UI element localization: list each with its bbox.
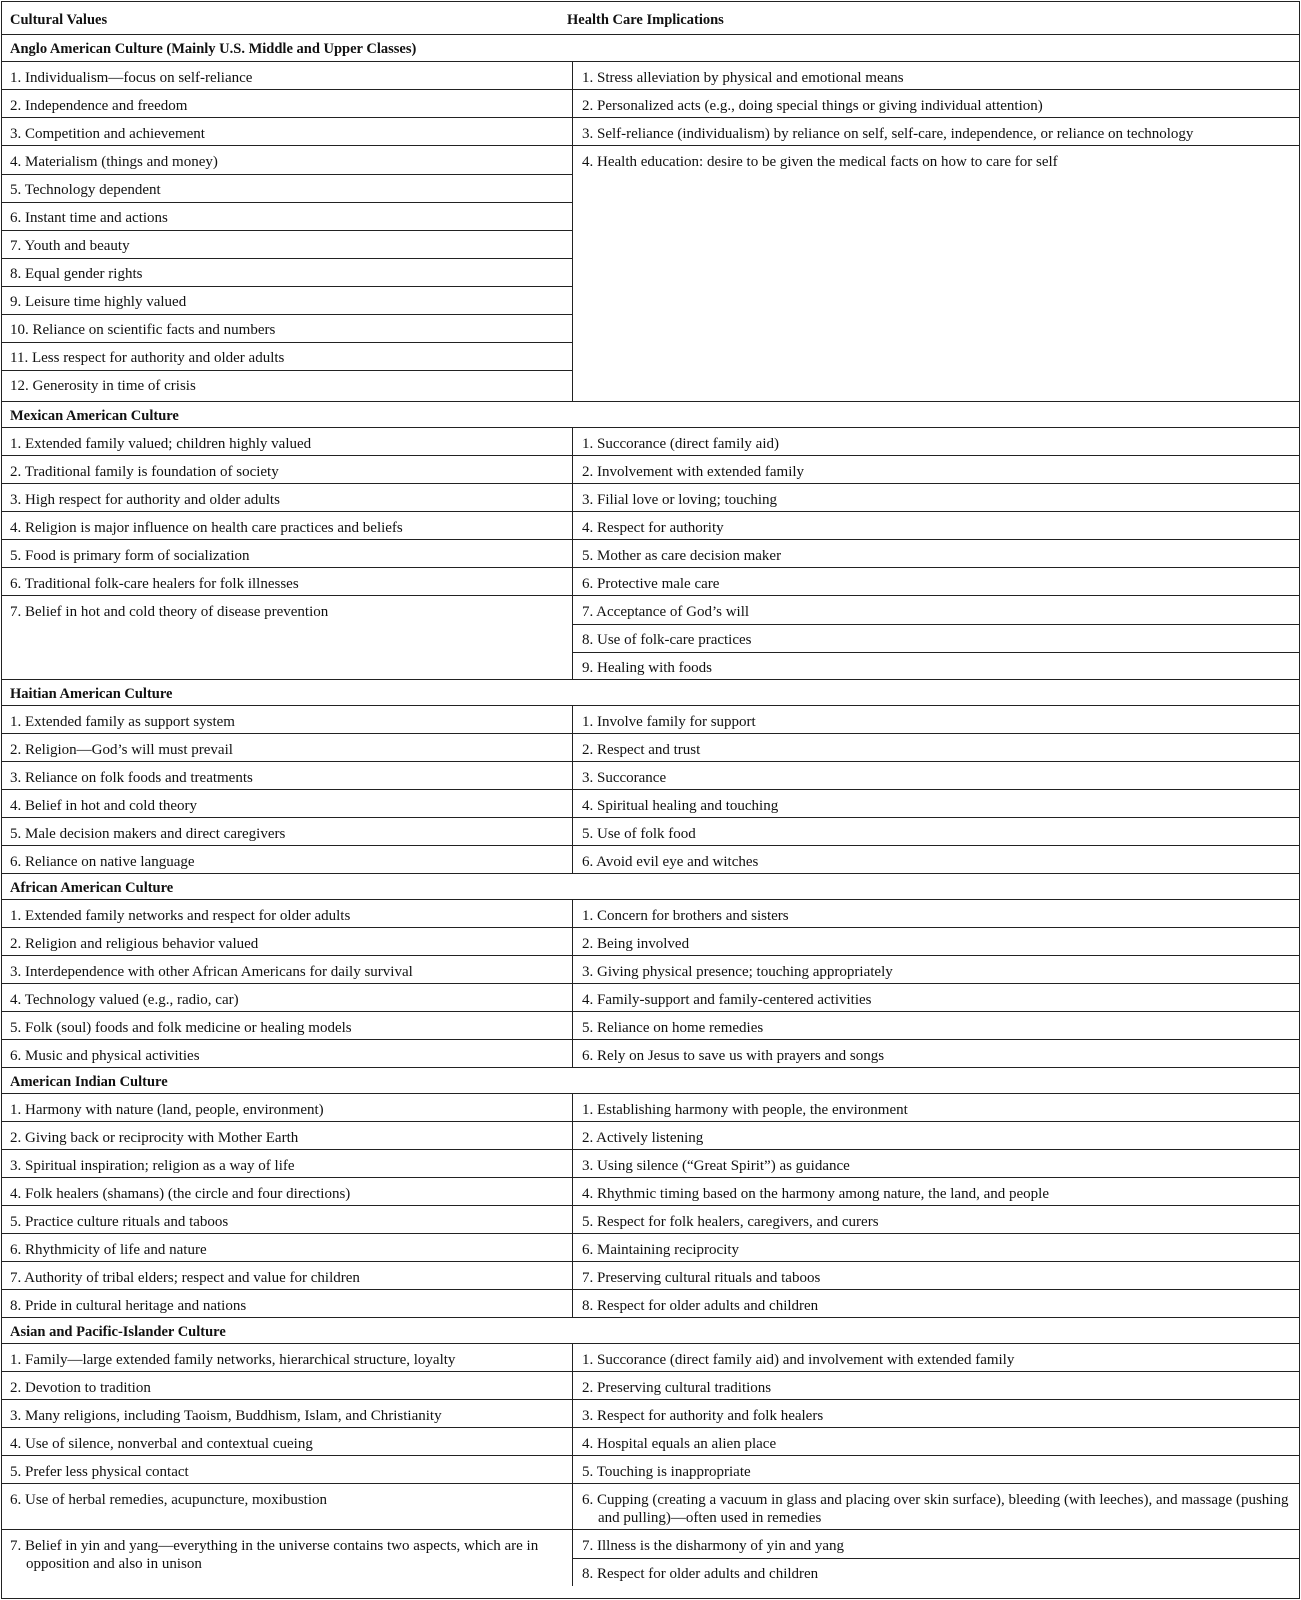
section-title: African American Culture <box>10 880 174 896</box>
cultural-value: 6. Traditional folk-care healers for folk illnesses <box>10 576 299 592</box>
cultural-value: 7. Authority of tribal elders; respect and value for children <box>10 1270 360 1286</box>
health-implication: 3. Self-reliance (individualism) by reliance on self, self-care, independence, or reliance on technology <box>572 118 1299 145</box>
cultural-value: 4. Belief in hot and cold theory <box>10 798 198 814</box>
cultural-value: 5. Male decision makers and direct caregivers <box>10 826 286 842</box>
cultural-value: 2. Independence and freedom <box>10 98 188 114</box>
health-implication: 2. Actively listening <box>572 1122 1299 1149</box>
row-divider <box>2 202 572 203</box>
cultural-value: 1. Extended family as support system <box>10 714 235 730</box>
health-implication: 5. Mother as care decision maker <box>572 540 1299 567</box>
row-divider <box>572 624 1299 625</box>
cultural-value: 1. Family—large extended family networks, hierarchical structure, loyalty <box>10 1352 456 1368</box>
health-implication: 7. Illness is the disharmony of yin and yang <box>572 1530 1299 1558</box>
health-implication: 1. Succorance (direct family aid) <box>572 428 1299 455</box>
cultural-value: 5. Food is primary form of socialization <box>10 548 250 564</box>
table-row <box>2 1484 1299 1530</box>
table-row <box>2 118 1299 146</box>
cultural-value: 2. Giving back or reciprocity with Mother Earth <box>10 1130 299 1146</box>
health-implication: 5. Use of folk food <box>572 818 1299 845</box>
health-implication: 8. Respect for older adults and children <box>572 1290 1299 1317</box>
section-title: American Indian Culture <box>10 1074 168 1090</box>
health-implication: 5. Touching is inappropriate <box>572 1456 1299 1483</box>
table-row <box>2 956 1299 984</box>
cultural-value: 9. Leisure time highly valued <box>10 294 187 310</box>
cultural-value: 3. Spiritual inspiration; religion as a way of life <box>10 1158 295 1174</box>
health-implication: 6. Cupping (creating a vacuum in glass and placing over skin surface), bleeding (with leeches), and massage (pushing and pulling)—often used in remedies <box>572 1484 1299 1529</box>
table-row <box>2 1150 1299 1178</box>
health-implication: 6. Maintaining reciprocity <box>572 1234 1299 1261</box>
table-row-group <box>2 1530 1299 1598</box>
health-implication: 3. Giving physical presence; touching appropriately <box>572 956 1299 983</box>
table-row <box>2 1400 1299 1428</box>
table-row <box>2 1206 1299 1234</box>
table-row <box>2 62 1299 90</box>
table-row <box>2 428 1299 456</box>
section-title-row <box>2 35 1299 62</box>
cultural-value: 3. High respect for authority and older adults <box>10 492 280 508</box>
health-implication: 3. Respect for authority and folk healers <box>572 1400 1299 1427</box>
cultural-value: 6. Use of herbal remedies, acupuncture, moxibustion <box>10 1492 327 1508</box>
health-implication: 7. Preserving cultural rituals and taboos <box>572 1262 1299 1289</box>
section-title: Asian and Pacific-Islander Culture <box>10 1324 226 1340</box>
row-divider <box>2 314 572 315</box>
section-title-row <box>2 402 1299 428</box>
cultural-value: 7. Belief in yin and yang—everything in the universe contains two aspects, which are in opposition and also in unison <box>10 1538 539 1572</box>
table-row <box>2 1094 1299 1122</box>
health-implication: 2. Involvement with extended family <box>572 456 1299 483</box>
cultural-value: 2. Religion—God’s will must prevail <box>10 742 233 758</box>
cultural-value: 7. Youth and beauty <box>10 238 130 254</box>
row-divider <box>572 652 1299 653</box>
cultural-value: 11. Less respect for authority and older adults <box>10 350 285 366</box>
health-implication: 2. Personalized acts (e.g., doing special things or giving individual attention) <box>572 90 1299 117</box>
table-row <box>2 540 1299 568</box>
section-title-row <box>2 874 1299 900</box>
table-row <box>2 1178 1299 1206</box>
table-row <box>2 1344 1299 1372</box>
table-row <box>2 928 1299 956</box>
cultural-value: 1. Individualism—focus on self-reliance <box>10 70 253 86</box>
cultural-value: 2. Devotion to tradition <box>10 1380 151 1396</box>
header-cultural-values: Cultural Values <box>10 12 108 28</box>
health-implication: 1. Establishing harmony with people, the environment <box>572 1094 1299 1121</box>
table-row <box>2 484 1299 512</box>
table-row <box>2 1012 1299 1040</box>
health-implication: 2. Preserving cultural traditions <box>572 1372 1299 1399</box>
section-title-row <box>2 1318 1299 1344</box>
table-row <box>2 1372 1299 1400</box>
health-implication: 4. Spiritual healing and touching <box>572 790 1299 817</box>
cultural-value: 3. Many religions, including Taoism, Buddhism, Islam, and Christianity <box>10 1408 442 1424</box>
table-row <box>2 456 1299 484</box>
health-implication: 4. Rhythmic timing based on the harmony among nature, the land, and people <box>572 1178 1299 1205</box>
cultural-value: 1. Harmony with nature (land, people, environment) <box>10 1102 324 1118</box>
health-implication: 1. Involve family for support <box>572 706 1299 733</box>
cultural-value: 6. Rhythmicity of life and nature <box>10 1242 207 1258</box>
health-implication: 3. Succorance <box>572 762 1299 789</box>
table-row <box>2 846 1299 874</box>
health-implication: 4. Family-support and family-centered activities <box>572 984 1299 1011</box>
health-implication: 5. Reliance on home remedies <box>572 1012 1299 1039</box>
cultural-value: 4. Religion is major influence on health care practices and beliefs <box>10 520 403 536</box>
section-title: Mexican American Culture <box>10 408 179 424</box>
table-row <box>2 790 1299 818</box>
cultural-value: 3. Competition and achievement <box>10 126 205 142</box>
health-implication: 6. Protective male care <box>572 568 1299 595</box>
table-row <box>2 90 1299 118</box>
table-header-row <box>2 2 1299 35</box>
table-row-group <box>2 146 1299 402</box>
cultural-value: 4. Use of silence, nonverbal and contextual cueing <box>10 1436 313 1452</box>
row-divider <box>2 342 572 343</box>
health-implication: 8. Use of folk-care practices <box>572 624 1299 652</box>
cultural-value: 10. Reliance on scientific facts and numbers <box>10 322 276 338</box>
health-implication: 8. Respect for older adults and children <box>572 1558 1299 1586</box>
cultural-value: 6. Reliance on native language <box>10 854 195 870</box>
cultural-value: 8. Pride in cultural heritage and nations <box>10 1298 247 1314</box>
cultural-value: 1. Extended family valued; children highly valued <box>10 436 312 452</box>
table-row <box>2 762 1299 790</box>
table-row <box>2 512 1299 540</box>
cultural-value: 1. Extended family networks and respect for older adults <box>10 908 351 924</box>
cultural-value: 6. Music and physical activities <box>10 1048 200 1064</box>
cultural-value: 6. Instant time and actions <box>10 210 168 226</box>
health-implication: 2. Respect and trust <box>572 734 1299 761</box>
health-implication: 9. Healing with foods <box>572 652 1299 680</box>
row-divider <box>2 286 572 287</box>
cultural-value: 5. Prefer less physical contact <box>10 1464 189 1480</box>
cultural-value: 2. Traditional family is foundation of society <box>10 464 279 480</box>
cultural-value: 5. Folk (soul) foods and folk medicine or healing models <box>10 1020 352 1036</box>
health-implication: 6. Rely on Jesus to save us with prayers and songs <box>572 1040 1299 1067</box>
health-implication: 5. Respect for folk healers, caregivers, and curers <box>572 1206 1299 1233</box>
table-row <box>2 1428 1299 1456</box>
cultural-value: 2. Religion and religious behavior valued <box>10 936 259 952</box>
cultural-value: 4. Folk healers (shamans) (the circle and four directions) <box>10 1186 351 1202</box>
health-implication: 4. Hospital equals an alien place <box>572 1428 1299 1455</box>
table-row <box>2 1122 1299 1150</box>
table-row <box>2 1262 1299 1290</box>
table-row <box>2 1290 1299 1318</box>
table-row <box>2 818 1299 846</box>
health-implication: 7. Acceptance of God’s will <box>572 596 1299 624</box>
table-row <box>2 984 1299 1012</box>
cultural-value: 12. Generosity in time of crisis <box>10 378 196 394</box>
health-implication: 6. Avoid evil eye and witches <box>572 846 1299 873</box>
section-title-row <box>2 680 1299 706</box>
health-implication: 1. Concern for brothers and sisters <box>572 900 1299 927</box>
cultural-value: 8. Equal gender rights <box>10 266 143 282</box>
cultural-value: 5. Practice culture rituals and taboos <box>10 1214 229 1230</box>
row-divider <box>2 370 572 371</box>
cultural-value: 4. Technology valued (e.g., radio, car) <box>10 992 239 1008</box>
health-implication: 1. Stress alleviation by physical and emotional means <box>572 62 1299 89</box>
table-row <box>2 706 1299 734</box>
health-implication: 4. Respect for authority <box>572 512 1299 539</box>
cultural-values-table <box>1 1 1300 1599</box>
health-implication: 1. Succorance (direct family aid) and involvement with extended family <box>572 1344 1299 1371</box>
health-implication: 3. Using silence (“Great Spirit”) as guidance <box>572 1150 1299 1177</box>
table-row <box>2 1234 1299 1262</box>
table-row <box>2 1040 1299 1068</box>
table-row <box>2 568 1299 596</box>
cultural-value: 4. Materialism (things and money) <box>10 154 218 170</box>
header-health-care-implications: Health Care Implications <box>567 12 724 28</box>
row-divider <box>2 258 572 259</box>
table-row <box>2 734 1299 762</box>
health-implication: 2. Being involved <box>572 928 1299 955</box>
cultural-value: 3. Interdependence with other African Americans for daily survival <box>10 964 413 980</box>
section-title: Haitian American Culture <box>10 686 173 702</box>
cultural-value: 7. Belief in hot and cold theory of disease prevention <box>10 604 329 620</box>
cultural-value: 5. Technology dependent <box>10 182 161 198</box>
health-implication: 4. Health education: desire to be given the medical facts on how to care for self <box>572 146 1299 401</box>
table-row <box>2 900 1299 928</box>
cultural-value: 3. Reliance on folk foods and treatments <box>10 770 253 786</box>
section-title: Anglo American Culture (Mainly U.S. Middle and Upper Classes) <box>10 41 417 57</box>
row-divider <box>572 1558 1299 1559</box>
table-row <box>2 1456 1299 1484</box>
health-implication: 3. Filial love or loving; touching <box>572 484 1299 511</box>
row-divider <box>2 230 572 231</box>
table-row-group <box>2 596 1299 680</box>
row-divider <box>2 174 572 175</box>
section-title-row <box>2 1068 1299 1094</box>
